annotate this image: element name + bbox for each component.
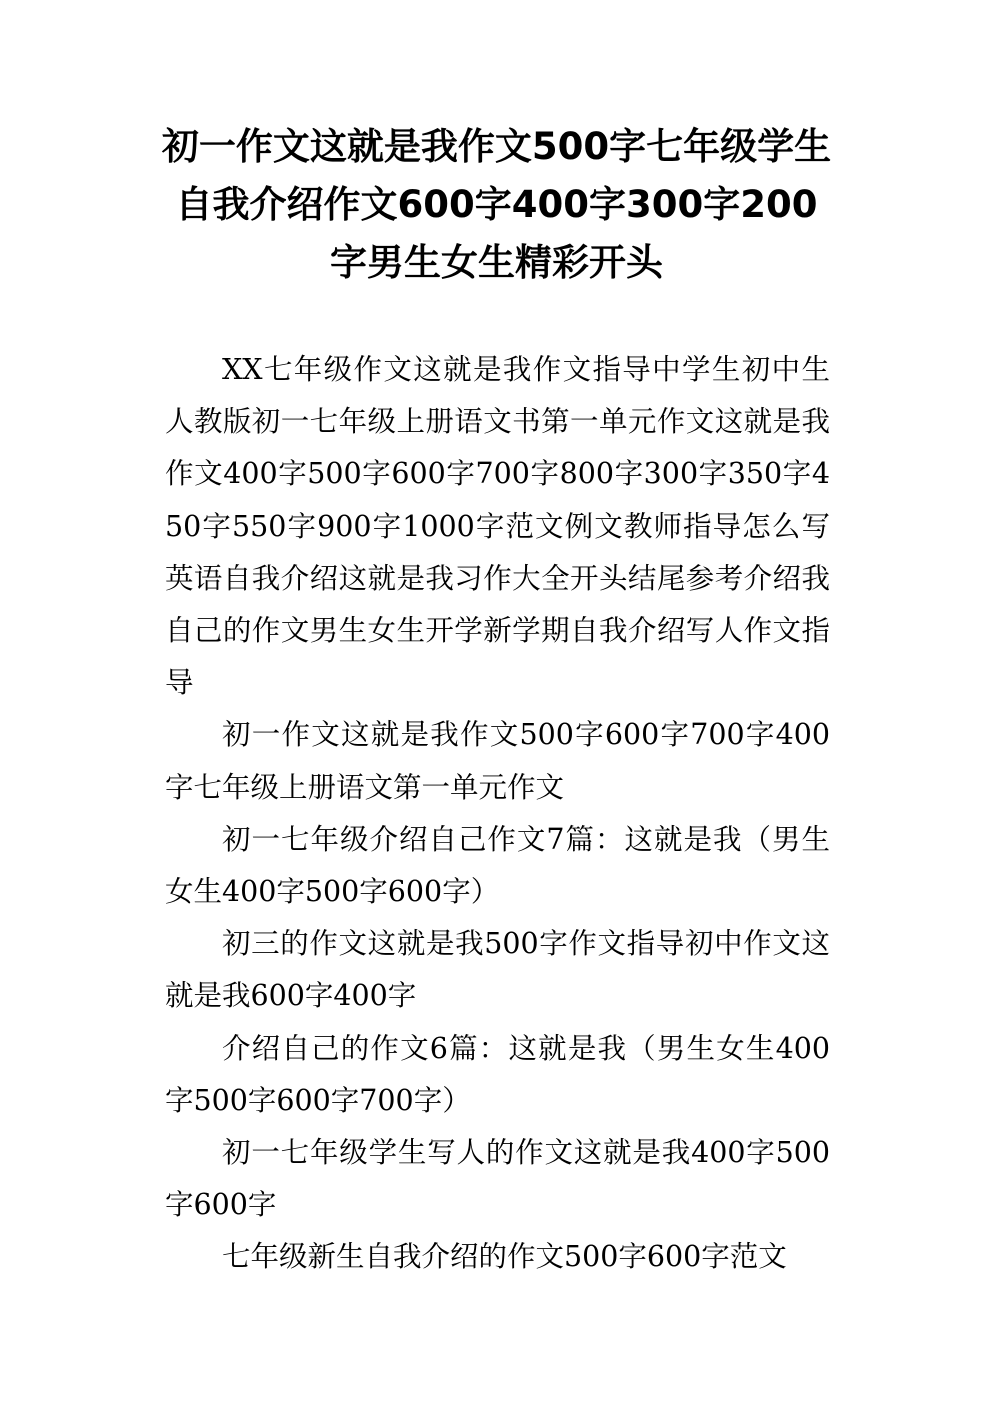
paragraph: 介绍自己的作文6篇：这就是我（男生女生400字500字600字700字） bbox=[165, 1031, 830, 1117]
document-body bbox=[165, 344, 830, 1284]
document-title: 初一作文这就是我作文500字七年级学生自我介绍作文600字400字300字200字男生女生精彩开头 bbox=[161, 125, 832, 284]
paragraph: 初一作文这就是我作文500字600字700字400字七年级上册语文第一单元作文 bbox=[165, 718, 830, 804]
paragraph: XX七年级作文这就是我作文指导中学生初中生人教版初一七年级上册语文书第一单元作文这就是我作文400字500字600字700字800字300字350字450字550字900字1000字范文例文教师指导怎么写英语自我介绍这就是我习作大全开头结尾参考介绍我自己的作文男生女生开学新学期自我介绍写人作文指导 bbox=[165, 353, 830, 700]
paragraph: 七年级新生自我介绍的作文500字600字范文 bbox=[222, 1240, 787, 1274]
paragraph: 初三的作文这就是我500字作文指导初中作文这就是我600字400字 bbox=[165, 927, 830, 1013]
paragraph: 初一七年级学生写人的作文这就是我400字500字600字 bbox=[165, 1136, 830, 1222]
paragraph: 初一七年级介绍自己作文7篇：这就是我（男生女生400字500字600字） bbox=[165, 822, 830, 909]
